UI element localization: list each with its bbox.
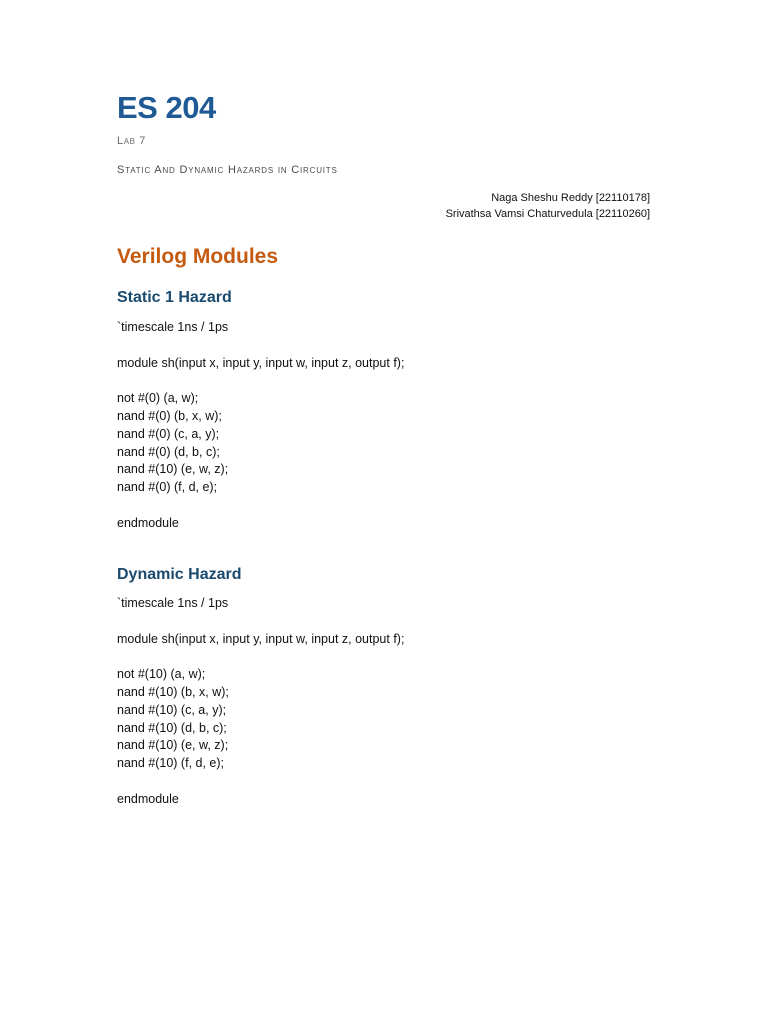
code-line: `timescale 1ns / 1ps (117, 320, 229, 334)
code-line (117, 337, 404, 355)
code-line: not #(0) (a, w); (117, 391, 199, 406)
code-line (117, 773, 404, 791)
code-line: endmodule (117, 791, 179, 806)
document-subtitle: Lab 7 (117, 135, 146, 147)
code-line: nand #(0) (b, x, w); (117, 408, 222, 423)
code-line: nand #(10) (c, a, y); (117, 702, 227, 717)
code-line: nand #(0) (c, a, y); (117, 426, 220, 441)
code-line: endmodule (117, 515, 179, 530)
author-list (446, 190, 650, 222)
code-block-dynamic-hazard (117, 595, 404, 809)
author-name: Naga Sheshu Reddy [22110178] (491, 192, 650, 204)
code-line: `timescale 1ns / 1ps (117, 596, 229, 610)
code-line: nand #(10) (e, w, z); (117, 462, 229, 477)
document-title: ES 204 (117, 90, 216, 125)
section-heading-verilog-modules: Verilog Modules (117, 245, 279, 268)
author-name: Srivathsa Vamsi Chaturvedula [22110260] (445, 208, 650, 220)
subsection-heading-static-hazard: Static 1 Hazard (117, 289, 232, 306)
code-line (117, 613, 404, 631)
code-line: nand #(10) (f, d, e); (117, 756, 225, 771)
code-line: nand #(0) (f, d, e); (117, 480, 218, 495)
document-subject: Static And Dynamic Hazards in Circuits (117, 164, 338, 176)
code-block-static-hazard (117, 319, 404, 533)
code-line: nand #(0) (d, b, c); (117, 444, 220, 459)
code-line (117, 497, 404, 515)
code-line: nand #(10) (d, b, c); (117, 720, 227, 735)
subsection-heading-dynamic-hazard: Dynamic Hazard (117, 566, 242, 583)
code-line: nand #(10) (e, w, z); (117, 738, 229, 753)
code-line (117, 372, 404, 390)
code-line: module sh(input x, input y, input w, input z, output f); (117, 355, 405, 370)
code-line (117, 648, 404, 666)
code-line: not #(10) (a, w); (117, 667, 206, 682)
document-page (117, 0, 650, 1024)
code-line: module sh(input x, input y, input w, input z, output f); (117, 631, 405, 646)
code-line: nand #(10) (b, x, w); (117, 684, 229, 699)
